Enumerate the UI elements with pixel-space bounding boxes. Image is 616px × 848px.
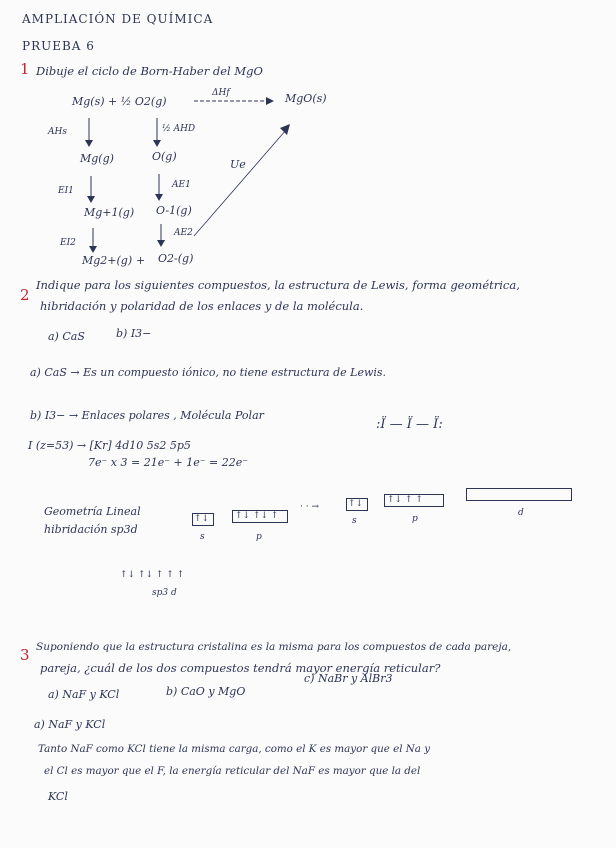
q1-eq-arrow-icon: [194, 96, 274, 106]
q1-down-arrow-4-icon: [154, 174, 164, 202]
q3-line1: Suponiendo que la estructura cristalina es la misma para los compuestos de cada pareja,: [36, 641, 512, 653]
q2-lewis: :Ï — Ï — Ï:: [376, 417, 443, 432]
q1-mg1: Mg+1(g): [84, 206, 135, 219]
q2-geometry: Geometría Lineal: [44, 505, 141, 518]
q1-down-arrow-1-icon: [84, 118, 94, 148]
q1-ei1: EI1: [58, 186, 74, 196]
orbital-s2-fill: ↑↓: [348, 499, 364, 509]
q1-mg2: Mg2+(g): [82, 254, 133, 267]
q1-down-arrow-2-icon: [152, 118, 162, 148]
q1-plus: +: [136, 254, 146, 267]
q3-opt-b: b) CaO y MgO: [166, 685, 246, 698]
orbital-label-s2: s: [352, 516, 357, 526]
q1-number: 1: [20, 60, 30, 78]
q2-config: I (z=53) → [Kr] 4d10 5s2 5p5: [28, 439, 191, 452]
q1-ei2: EI2: [60, 238, 76, 248]
q2-electrons: 7e⁻ x 3 = 21e⁻ + 1e⁻ = 22e⁻: [88, 456, 249, 469]
q1-ae2: AE2: [174, 228, 193, 238]
orbital-label-p: p: [256, 532, 262, 542]
q1-ae1: AE1: [172, 180, 191, 190]
q3-answer-2: Tanto NaF como KCl tiene la misma carga, como el K es mayor que el Na y: [38, 743, 431, 755]
q2-line2: hibridación y polaridad de los enlaces y de la molécula.: [40, 299, 364, 313]
orbital-label-p2: p: [412, 514, 418, 524]
q1-mg-g: Mg(g): [80, 152, 114, 165]
q2-opt-b: b) I3−: [116, 327, 152, 340]
orbital-box-d: [466, 488, 572, 501]
orbital-transition: · · →: [300, 502, 319, 512]
q1-half-ad: ½ AHD: [162, 124, 196, 134]
q2-answer-b: b) I3− → Enlaces polares , Molécula Polar: [30, 409, 264, 422]
q2-number: 2: [20, 286, 30, 304]
q3-answer-1: a) NaF y KCl: [34, 718, 106, 731]
course-title: AMPLIACIÓN DE QUÍMICA: [22, 12, 214, 26]
q1-eq-left: Mg(s) + ½ O2(g): [72, 95, 167, 108]
test-title: PRUEBA 6: [22, 39, 95, 53]
orbital-s-fill: ↑↓: [194, 514, 210, 524]
q3-opt-a: a) NaF y KCl: [48, 688, 120, 701]
q3-line2: pareja, ¿cuál de los dos compuestos tendrá mayor energía reticular?: [40, 661, 441, 675]
q1-ue: Ue: [230, 158, 246, 171]
orbital-label-d: d: [518, 508, 524, 518]
q1-diagonal-arrow-icon: [190, 122, 294, 240]
q1-down-arrow-6-icon: [156, 224, 166, 248]
q3-answer-4: KCl: [48, 790, 68, 803]
orbital-p-fill: ↑↓ ↑↓ ↑: [235, 511, 279, 521]
q1-o2: O2-(g): [158, 252, 194, 265]
q2-opt-a: a) CaS: [48, 330, 85, 343]
q1-down-arrow-5-icon: [88, 228, 98, 254]
orbital-p2-fill: ↑↓ ↑ ↑: [387, 495, 423, 505]
orbital-label-s: s: [200, 532, 205, 542]
q3-answer-3: el Cl es mayor que el F, la energía reticular del NaF es mayor que la del: [44, 765, 421, 777]
q2-hybrid: hibridación sp3d: [44, 523, 138, 536]
q2-answer-a: a) CaS → Es un compuesto iónico, no tiene estructura de Lewis.: [30, 366, 387, 379]
sp3d-orbitals: ↑↓ ↑↓ ↑ ↑ ↑: [120, 570, 185, 580]
q1-down-arrow-3-icon: [86, 176, 96, 204]
q1-ah: AHs: [48, 127, 67, 137]
q1-o-g: O(g): [152, 150, 177, 163]
q3-opt-c: c) NaBr y AlBr3: [304, 672, 393, 685]
q1-eq-arrow-label: ΔHf: [212, 88, 230, 98]
sp3d-label: sp3 d: [152, 588, 177, 598]
q1-eq-right: MgO(s): [285, 92, 327, 105]
q2-line1: Indique para los siguientes compuestos, la estructura de Lewis, forma geométrica,: [36, 278, 520, 292]
q1-o1: O-1(g): [156, 204, 192, 217]
q3-number: 3: [20, 646, 30, 664]
q1-text: Dibuje el ciclo de Born-Haber del MgO: [36, 64, 263, 78]
